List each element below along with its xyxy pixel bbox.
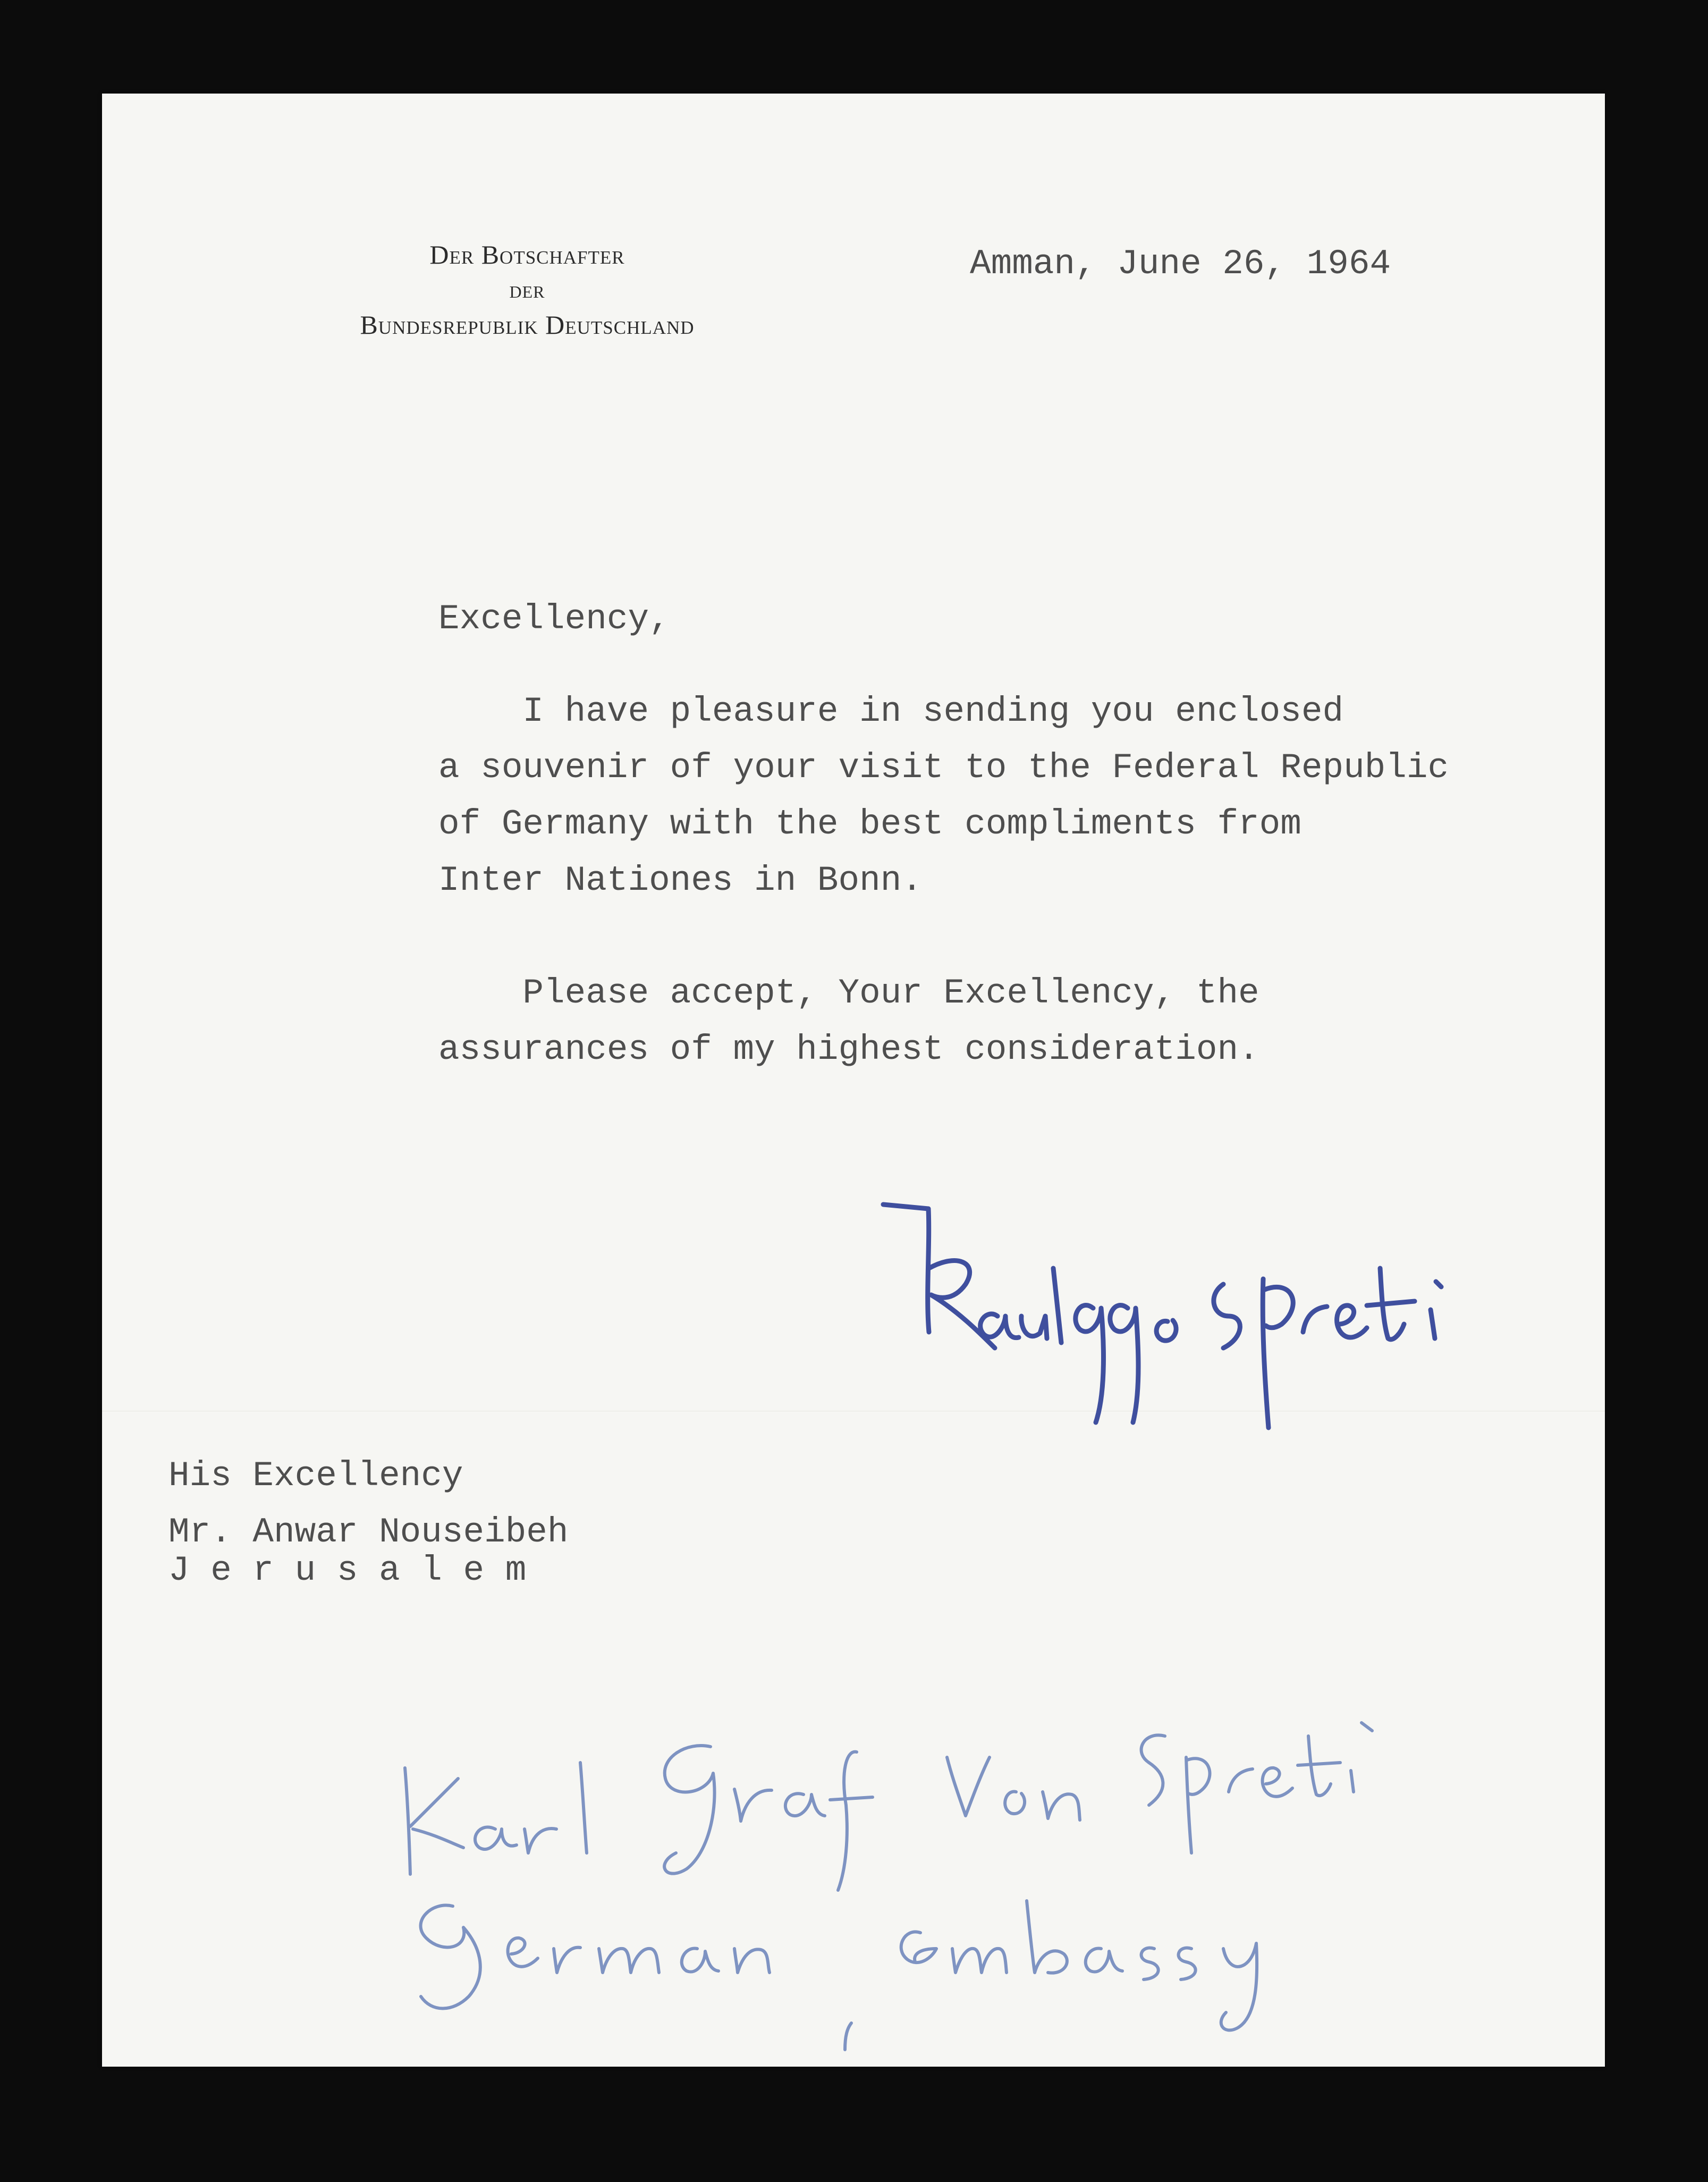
letterhead-line-1: Der Botschafter <box>429 240 625 269</box>
handwritten-note <box>389 1699 1708 2060</box>
letter-page <box>102 94 1605 2067</box>
addressee-city: J e r u s a l e m <box>168 1551 527 1590</box>
signature <box>878 1189 1548 1433</box>
letterhead-line-3: Bundesrepublik Deutschland <box>360 310 695 340</box>
body-paragraph-1: I have pleasure in sending you enclosed a souvenir of your visit to the Federal Republic of Germany with the best compliments from Inter Nationes in Bonn. <box>438 692 1449 900</box>
letterhead-line-2: der <box>509 276 545 303</box>
dateline: Amman, June 26, 1964 <box>970 244 1391 284</box>
letterhead <box>261 237 793 342</box>
salutation: Excellency, <box>438 599 670 639</box>
body-paragraph-2: Please accept, Your Excellency, the assurances of my highest consideration. <box>438 973 1259 1069</box>
addressee-block: His Excellency Mr. Anwar Nouseibeh <box>168 1456 569 1552</box>
